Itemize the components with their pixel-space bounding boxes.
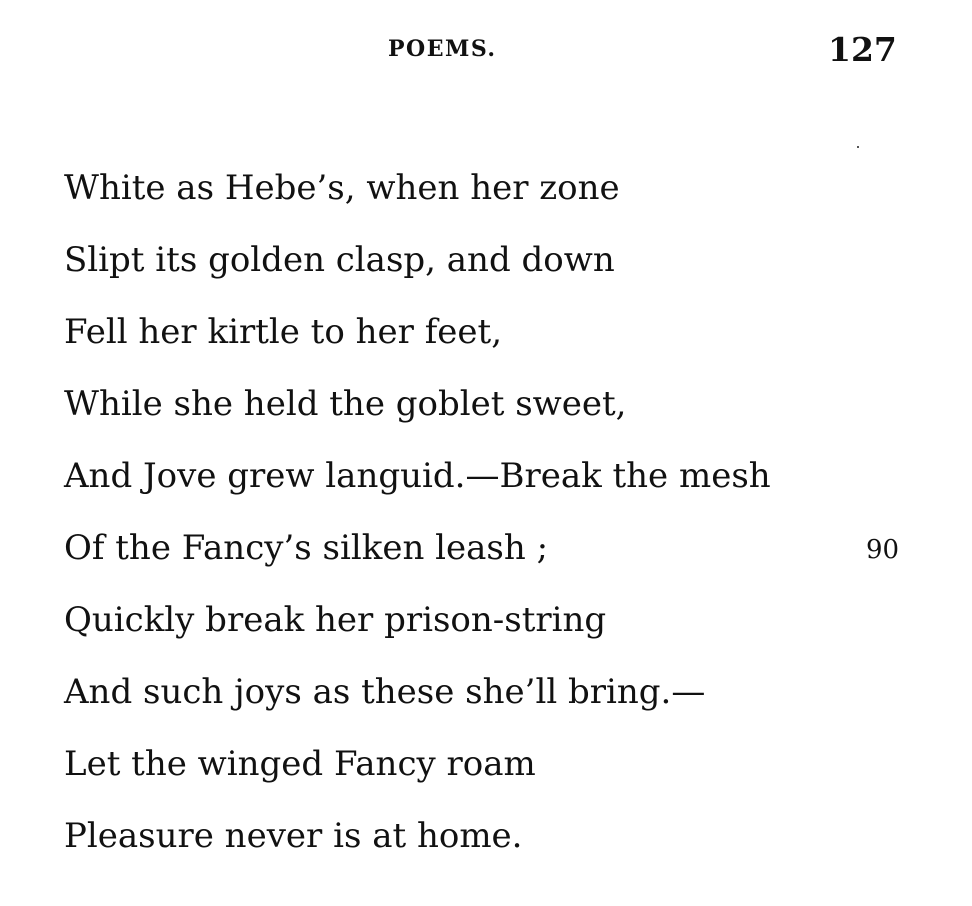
verse-line xyxy=(0,304,972,376)
verse-line xyxy=(0,592,972,664)
verse-line xyxy=(0,736,972,808)
verse-line-text: Fell her kirtle to her feet, xyxy=(64,312,502,352)
verse-line-text: And Jove grew languid.—Break the mesh xyxy=(64,456,771,496)
print-speck xyxy=(857,146,859,148)
page-number: 127 xyxy=(828,30,897,69)
verse-line-text: Let the winged Fancy roam xyxy=(64,744,536,784)
verse-line-text: While she held the goblet sweet, xyxy=(64,384,627,424)
verse-block xyxy=(0,160,972,880)
verse-line xyxy=(0,232,972,304)
verse-line xyxy=(0,520,972,592)
verse-line-number: 90 xyxy=(866,535,900,565)
verse-line-text: Pleasure never is at home. xyxy=(64,816,523,856)
verse-line-text: And such joys as these she’ll bring.— xyxy=(64,672,706,712)
verse-line-text: Quickly break her prison-string xyxy=(64,600,607,640)
verse-line-text: White as Hebe’s, when her zone xyxy=(64,168,620,208)
running-head xyxy=(0,30,972,70)
running-title: POEMS. xyxy=(388,36,497,62)
verse-line xyxy=(0,448,972,520)
verse-line xyxy=(0,664,972,736)
verse-line xyxy=(0,376,972,448)
verse-line xyxy=(0,808,972,880)
verse-line xyxy=(0,160,972,232)
verse-line-text: Of the Fancy’s silken leash ; xyxy=(64,528,549,568)
verse-line-text: Slipt its golden clasp, and down xyxy=(64,240,615,280)
